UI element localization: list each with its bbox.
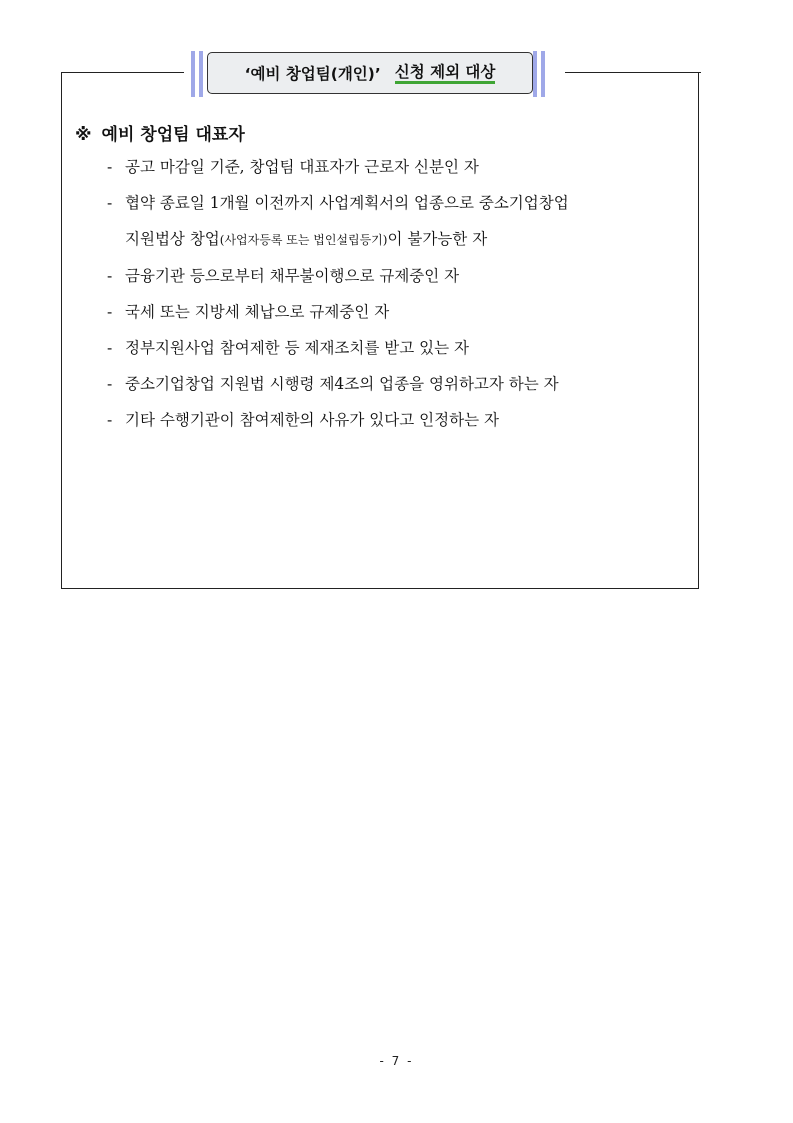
list-item-continuation-end: 이 불가능한 자 bbox=[387, 230, 488, 248]
dash-bullet: - bbox=[107, 267, 113, 285]
list-item-text: 금융기관 등으로부터 채무불이행으로 규제중인 자 bbox=[125, 267, 460, 285]
list-item-continuation-text: 지원법상 창업 bbox=[125, 230, 220, 248]
title-accent: 신청 제외 대상 bbox=[395, 63, 496, 84]
exclusion-list bbox=[107, 158, 687, 447]
list-item-text: 협약 종료일 1개월 이전까지 사업계획서의 업종으로 중소기업창업 bbox=[125, 194, 569, 212]
list-item-text: 국세 또는 지방세 체납으로 규제중인 자 bbox=[125, 303, 390, 321]
dash-bullet: - bbox=[107, 158, 113, 176]
list-item bbox=[107, 411, 687, 430]
list-item-note: (사업자등록 또는 법인설립등기) bbox=[219, 233, 388, 247]
title-main: ‘예비 창업팀(개인)’ bbox=[244, 65, 381, 83]
list-item bbox=[107, 267, 687, 286]
list-item bbox=[107, 158, 687, 177]
list-item bbox=[107, 194, 687, 250]
dash-bullet: - bbox=[107, 303, 113, 321]
dash-bullet: - bbox=[107, 194, 113, 212]
dash-bullet: - bbox=[107, 375, 113, 393]
list-item-text: 공고 마감일 기준, 창업팀 대표자가 근로자 신분인 자 bbox=[125, 158, 479, 176]
title-banner bbox=[191, 51, 551, 97]
title-decor-bar bbox=[533, 51, 537, 97]
dash-bullet: - bbox=[107, 411, 113, 429]
reference-mark-icon: ※ bbox=[75, 125, 92, 145]
title-decor-bar bbox=[199, 51, 203, 97]
list-item-continuation bbox=[125, 230, 687, 250]
list-item-text: 정부지원사업 참여제한 등 제재조치를 받고 있는 자 bbox=[125, 339, 469, 357]
page-number: - 7 - bbox=[379, 1054, 414, 1068]
title-decor-bar bbox=[541, 51, 545, 97]
section-heading-text: 예비 창업팀 대표자 bbox=[101, 125, 245, 145]
list-item-text: 기타 수행기관이 참여제한의 사유가 있다고 인정하는 자 bbox=[125, 411, 499, 429]
title-box bbox=[207, 52, 533, 94]
title-decor-bar bbox=[191, 51, 195, 97]
list-item bbox=[107, 339, 687, 358]
list-item-text: 중소기업창업 지원법 시행령 제4조의 업종을 영위하고자 하는 자 bbox=[125, 375, 559, 393]
dash-bullet: - bbox=[107, 339, 113, 357]
section-heading bbox=[75, 120, 245, 145]
list-item bbox=[107, 375, 687, 394]
list-item bbox=[107, 303, 687, 322]
